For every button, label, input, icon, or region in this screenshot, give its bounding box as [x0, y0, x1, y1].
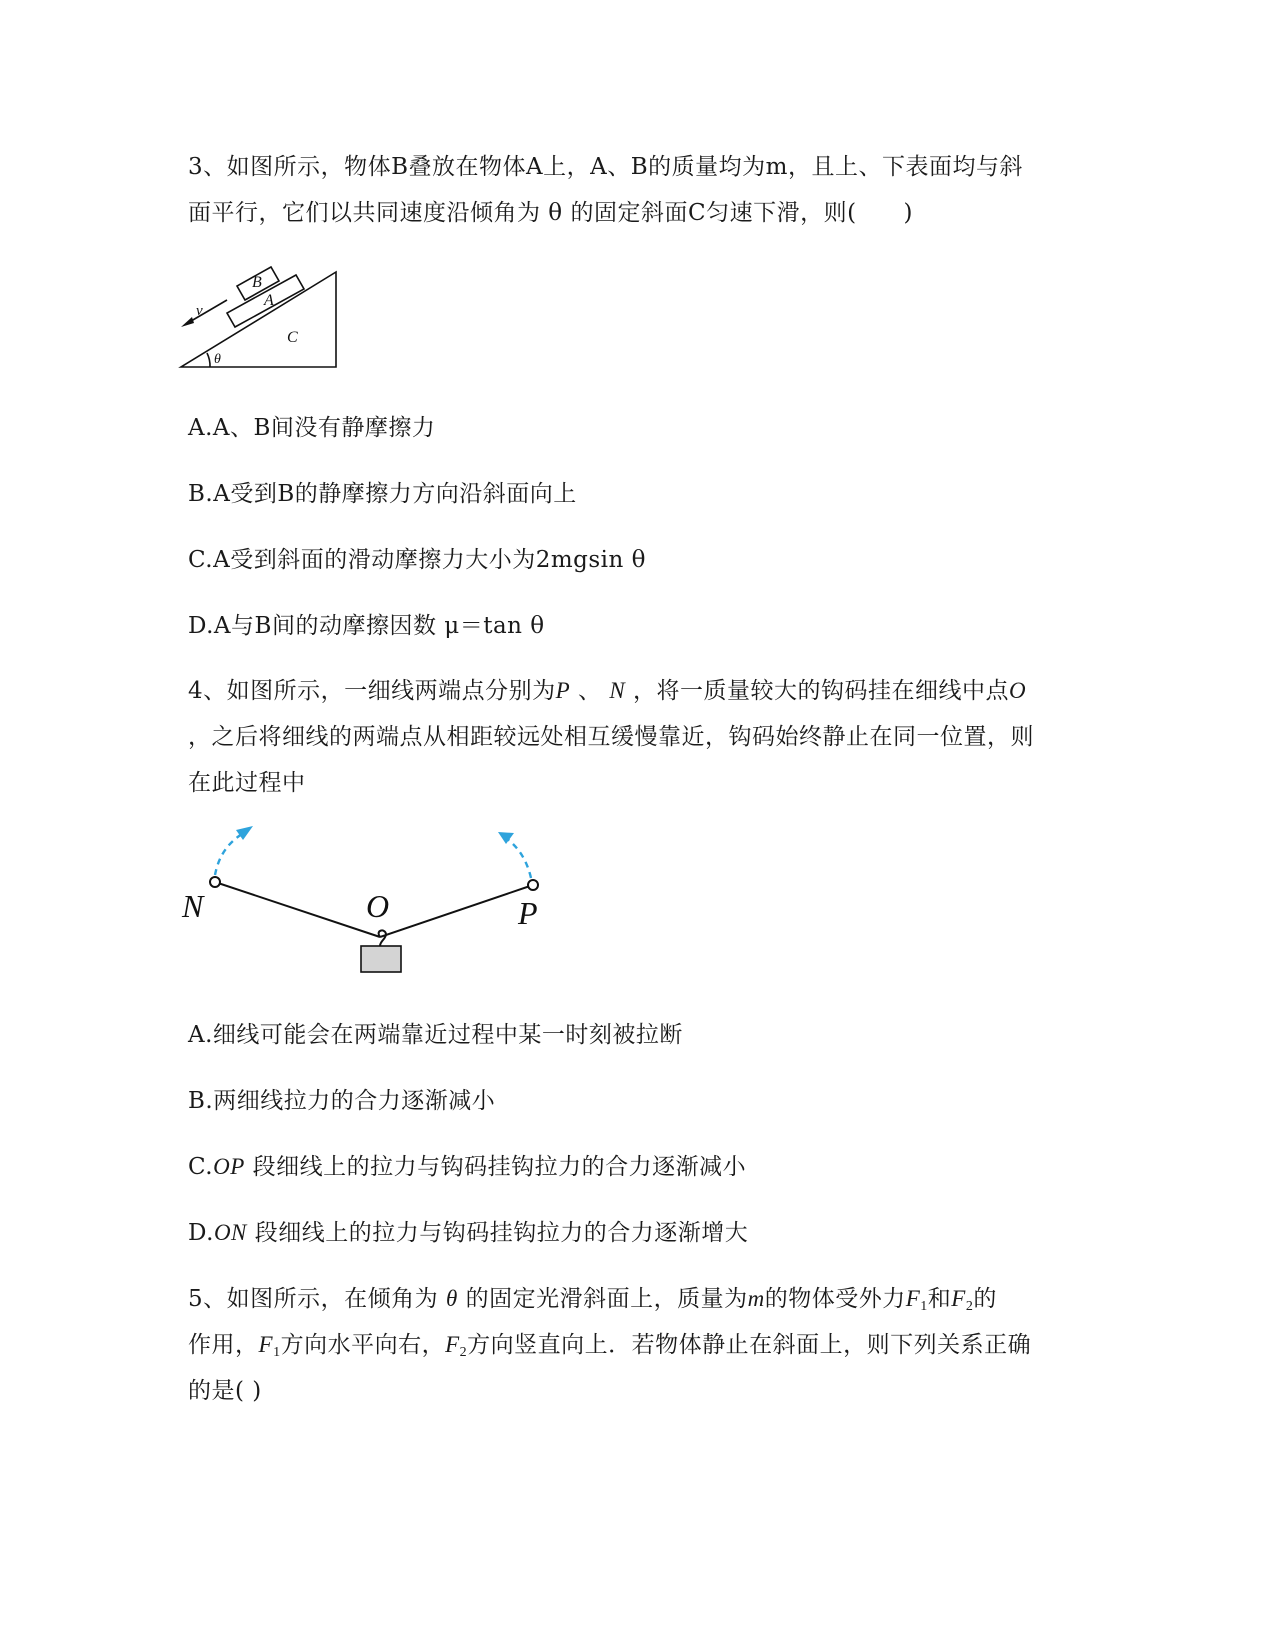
var-f1-sub: 1	[920, 1299, 928, 1314]
q4-option-d	[188, 1214, 748, 1247]
arrow-p-path	[506, 838, 531, 878]
q4-stem-text-mid: ，将一质量较大的钩码挂在细线中点	[632, 678, 1009, 704]
q5-stem-text-f: 方向水平向右，	[280, 1332, 446, 1358]
q4-option-d-text: 段细线上的拉力与钩码挂钩拉力的合力逐渐增大	[254, 1220, 749, 1246]
velocity-arrow-head	[181, 317, 194, 327]
q5-stem-text-a: 5、如图所示，在倾角为	[188, 1286, 439, 1312]
var-m: m	[747, 1286, 765, 1311]
var-f1-second	[258, 1332, 281, 1360]
q5-stem-line1	[188, 1280, 997, 1315]
q4-stem-text: 4、如图所示，一细线两端点分别为	[188, 678, 556, 704]
q4-option-d-prefix: D.	[188, 1220, 214, 1246]
string-figure	[180, 820, 560, 980]
label-p: P	[518, 895, 538, 931]
q3-option-a: A.A、B间没有静摩擦力	[188, 415, 436, 441]
label-v: v	[196, 303, 203, 319]
q3-option-b: B.A受到B的静摩擦力方向沿斜面向上	[188, 481, 577, 507]
endpoint-n	[210, 877, 220, 887]
label-theta: θ	[214, 352, 221, 367]
string-segment-op	[380, 885, 533, 937]
q5-and: 和	[927, 1286, 952, 1312]
var-on: ON	[213, 1220, 247, 1245]
q5-stem-line2	[188, 1326, 1031, 1361]
var-f2-second-sub: 2	[459, 1345, 468, 1360]
q4-option-a: A.细线可能会在两端靠近过程中某一时刻被拉断	[188, 1022, 683, 1048]
var-o: O	[1008, 678, 1027, 703]
var-op: OP	[213, 1154, 245, 1179]
var-f2	[951, 1286, 974, 1314]
q5-stem-text-g: 方向竖直向上．若物体静止在斜面上，则下列关系正确	[467, 1332, 1032, 1358]
var-f2-second	[445, 1332, 468, 1360]
var-p: P	[555, 678, 571, 703]
endpoint-p	[528, 880, 538, 890]
q4-stem-line1	[188, 672, 1026, 705]
q3-stem-line1: 3、如图所示，物体B叠放在物体A上，A、B的质量均为m，且上、下表面均与斜	[188, 154, 1023, 180]
theta-arc	[207, 353, 210, 367]
label-o: O	[366, 888, 390, 924]
q3-stem-line2: 面平行，它们以共同速度沿倾角为 θ 的固定斜面C匀速下滑，则( )	[188, 200, 914, 226]
var-f2-letter: F	[951, 1286, 966, 1311]
arrow-n-head	[236, 826, 253, 840]
q5-stem-text-d: 的	[973, 1286, 997, 1312]
label-c: C	[287, 329, 298, 346]
weight-block	[361, 946, 401, 972]
q5-stem-text-e: 作用，	[188, 1332, 259, 1358]
q4-option-c-text: 段细线上的拉力与钩码挂钩拉力的合力逐渐减小	[252, 1154, 747, 1180]
q5-stem-line3: 的是( )	[188, 1378, 262, 1404]
arrow-n-path	[215, 834, 242, 875]
q4-option-b: B.两细线拉力的合力逐渐减小	[188, 1088, 496, 1114]
q3-option-d: D.A与B间的动摩擦因数 μ＝tan θ	[188, 613, 545, 639]
var-f1-second-sub: 1	[273, 1345, 281, 1360]
q5-stem-text-c: 的物体受外力	[764, 1286, 906, 1312]
label-a: A	[264, 292, 274, 309]
string-segment-on	[215, 882, 380, 937]
var-f2-second-letter: F	[445, 1332, 460, 1357]
q4-separator: 、	[578, 678, 602, 704]
q3-option-c: C.A受到斜面的滑动摩擦力大小为2mgsin θ	[188, 547, 646, 573]
arrow-p-head	[498, 832, 514, 844]
var-theta: θ	[445, 1286, 458, 1311]
q4-stem-line3: 在此过程中	[188, 770, 306, 796]
label-n: N	[182, 888, 204, 924]
var-f2-sub: 2	[965, 1299, 974, 1314]
var-n: N	[609, 678, 626, 703]
q5-stem-text-b: 的固定光滑斜面上，质量为	[465, 1286, 748, 1312]
var-f1-second-letter: F	[258, 1332, 274, 1357]
q4-option-c-prefix: C.	[188, 1154, 214, 1180]
var-f1	[905, 1286, 928, 1314]
q4-option-c	[188, 1148, 746, 1181]
var-f1-letter: F	[905, 1286, 921, 1311]
label-b: B	[252, 274, 262, 291]
incline-figure	[178, 262, 343, 374]
q4-stem-line2: ，之后将细线的两端点从相距较远处相互缓慢靠近，钩码始终静止在同一位置，则	[188, 724, 1034, 750]
hook-shape	[379, 930, 386, 946]
